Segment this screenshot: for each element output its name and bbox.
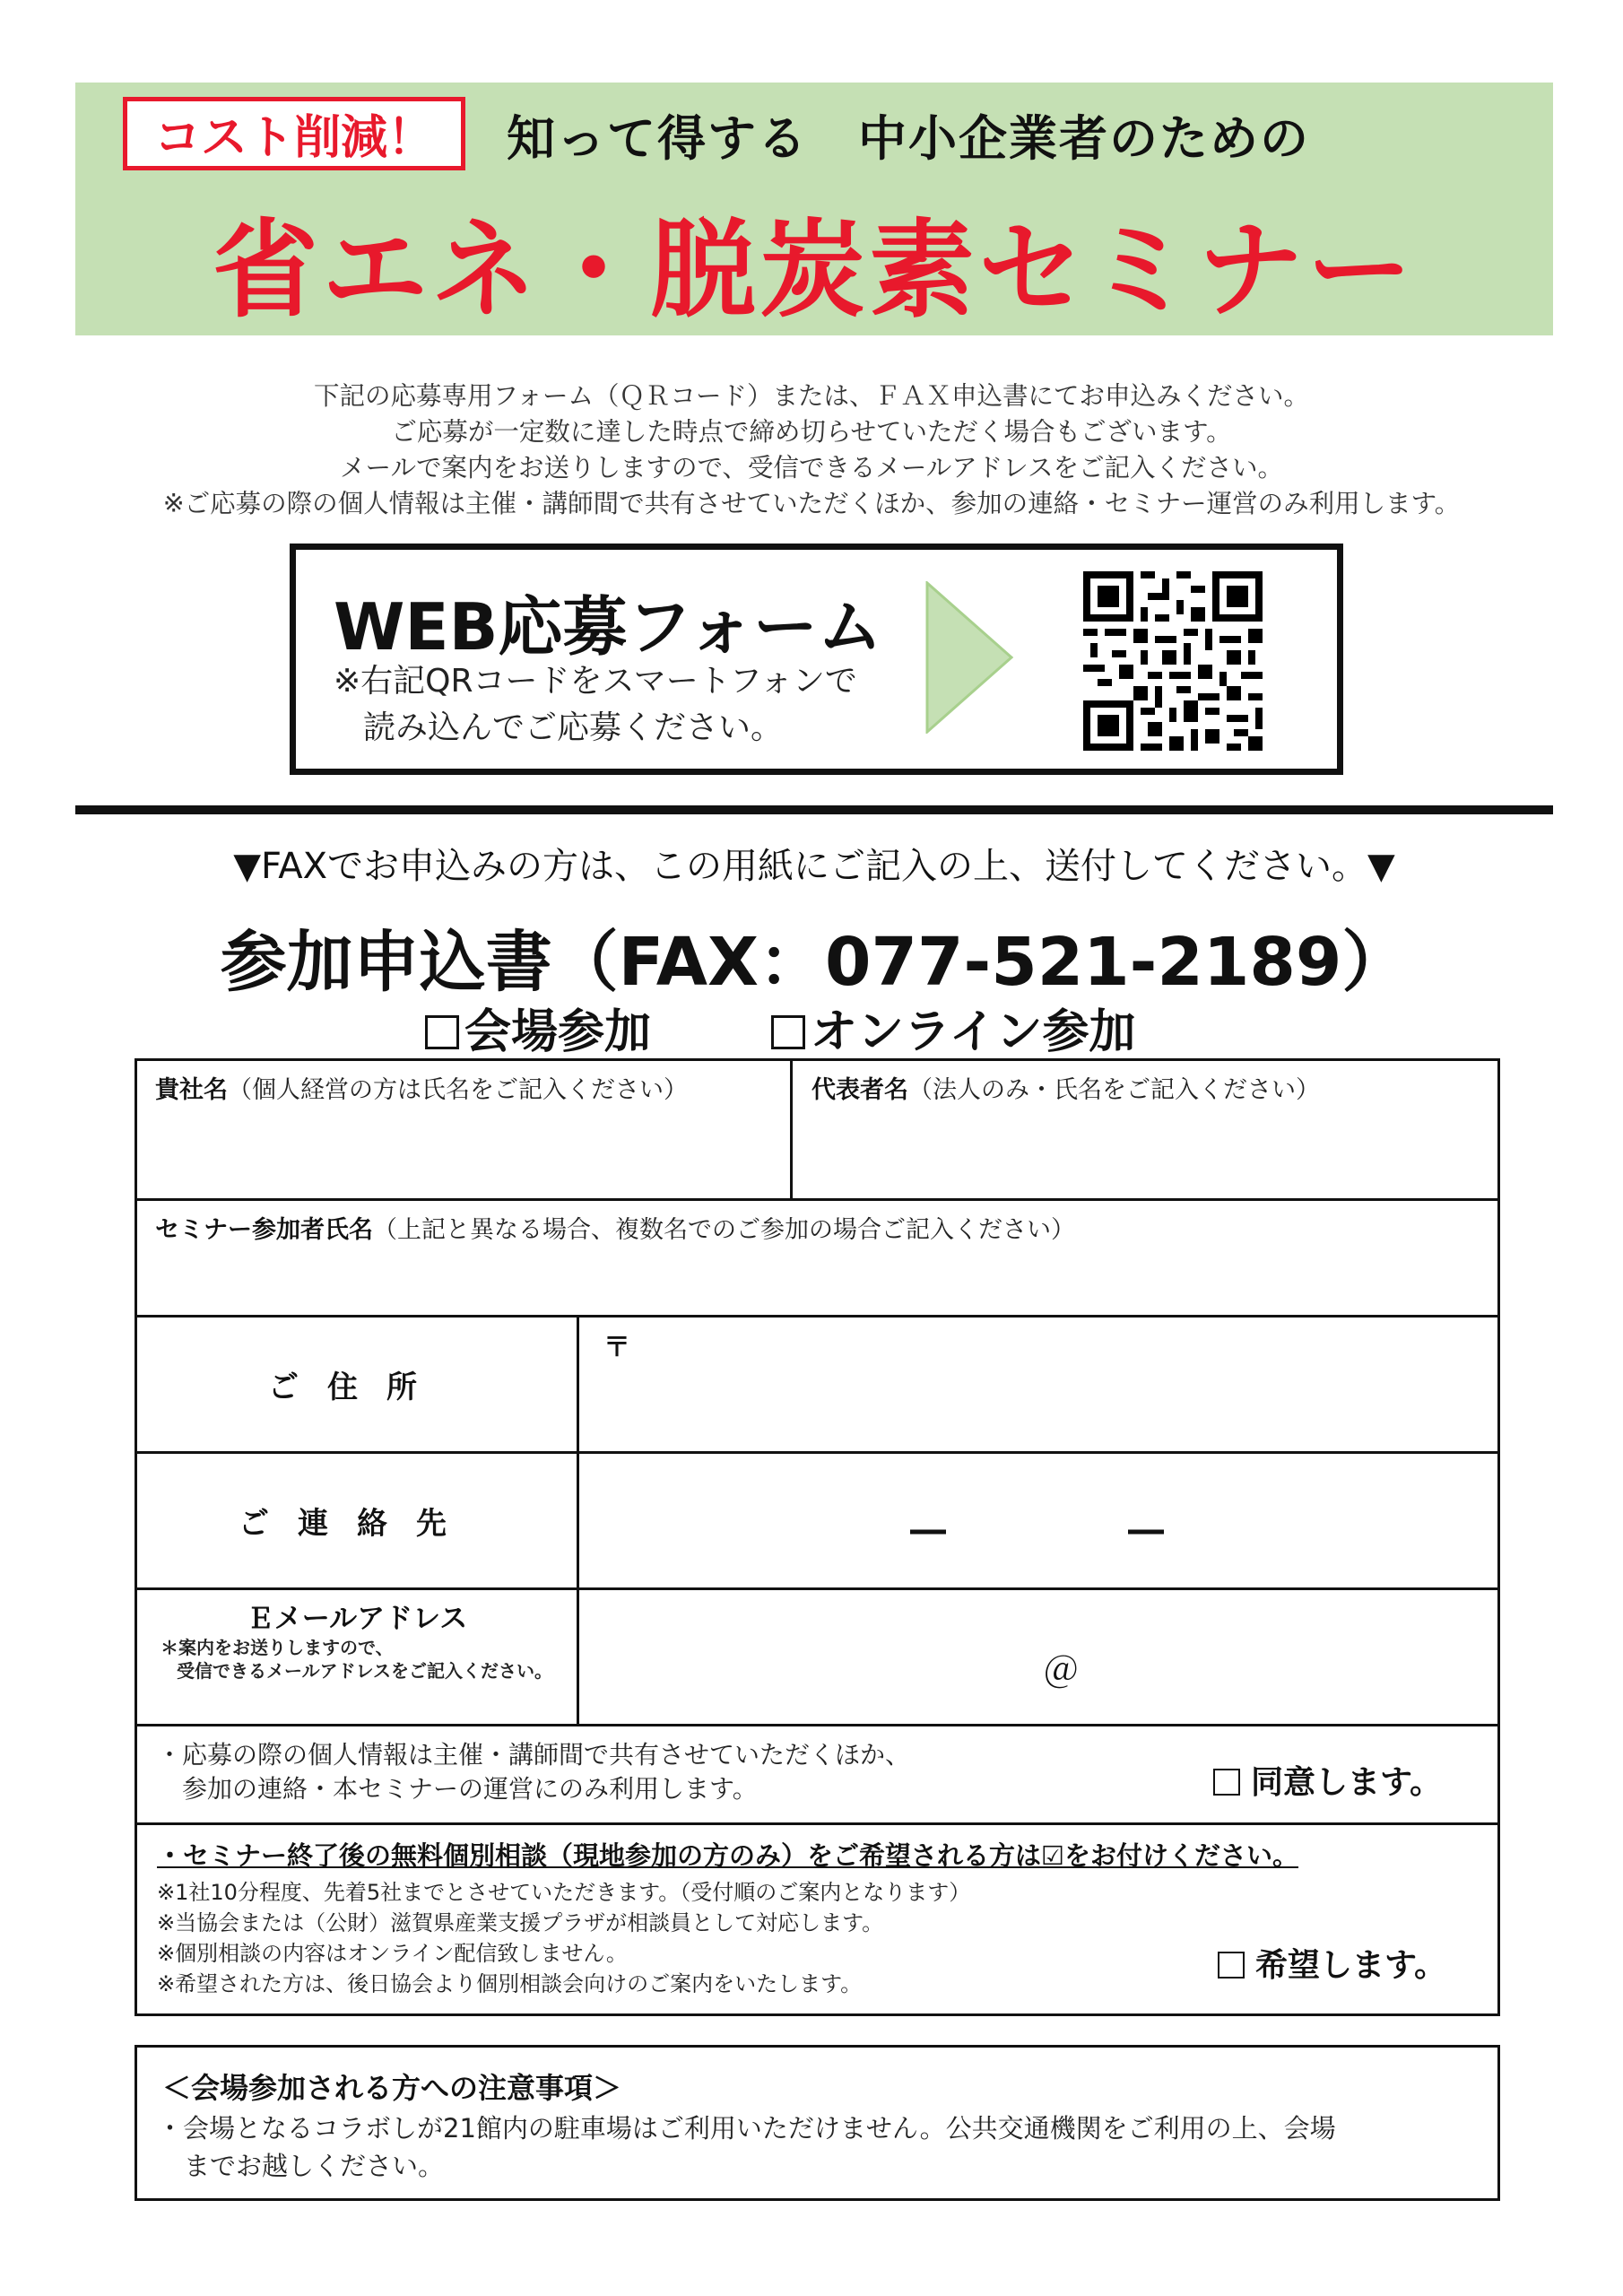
representative-field[interactable] [812, 1070, 1320, 1105]
company-field[interactable] [155, 1070, 688, 1105]
column-divider [790, 1061, 793, 1198]
email-note: 受信できるメールアドレスをご記入ください。 [177, 1660, 552, 1682]
intro-line: ※ご応募の際の個人情報は主催・講師間で共有させていただくほか、参加の連絡・セミナー運営のみ利用します。 [162, 489, 1461, 518]
option-online[interactable] [771, 994, 1135, 1061]
address-input[interactable] [579, 1318, 1497, 1451]
application-form-table [135, 1058, 1500, 2016]
table-row [137, 1318, 1497, 1454]
representative-note: （法人のみ・氏名をご記入ください） [908, 1076, 1320, 1104]
consult-notes [157, 1877, 970, 1999]
venue-notes-box [135, 2045, 1500, 2201]
divider [75, 805, 1553, 814]
privacy-text: 参加の連絡・本セミナーの運営にのみ利用します。 [182, 1774, 758, 1804]
web-form-note: ※右記QRコードをスマートフォンで [334, 663, 857, 700]
table-row [137, 1061, 1497, 1201]
phone-dash: ― [1128, 1509, 1164, 1551]
table-row [137, 1726, 1497, 1825]
web-form-note: 読み込んでご応募ください。 [363, 709, 784, 746]
checkbox-icon[interactable] [425, 1015, 459, 1049]
privacy-text: ・応募の際の個人情報は主催・講師間で共有させていただくほか、 [157, 1740, 911, 1770]
notes-text: までお越しください。 [184, 2151, 445, 2181]
web-form-title: WEB応募フォーム [334, 589, 882, 665]
notes-heading: ＜会場参加される方への注意事項＞ [162, 2071, 622, 2105]
phone-input[interactable] [579, 1454, 1497, 1587]
agree-checkbox[interactable] [1213, 1757, 1442, 1803]
participant-note: （上記と異なる場合、複数名でのご参加の場合ご記入ください） [373, 1216, 1075, 1244]
at-mark: ＠ [1043, 1650, 1079, 1692]
intro-text [54, 378, 1569, 522]
consult-note: ※希望された方は、後日協会より個別相談会向けのご案内をいたします。 [157, 1971, 863, 1996]
web-form-box[interactable] [290, 544, 1343, 775]
consult-note: ※1社10分程度、先着5社までとさせていただきます。（受付順のご案内となります） [157, 1880, 971, 1905]
table-row [137, 1201, 1497, 1318]
notes-text: ・会場となるコラボしが21館内の駐車場はご利用いただけません。公共交通機関をご利用の上、会場 [157, 2113, 1336, 2144]
option-online-label: オンライン参加 [811, 1005, 1136, 1059]
hope-checkbox[interactable] [1218, 1940, 1446, 1986]
checkbox-icon[interactable] [1218, 1952, 1245, 1979]
cost-reduction-badge: コスト削減！ [123, 97, 465, 170]
participant-field[interactable] [155, 1210, 1075, 1245]
consult-note: ※当協会または（公財）滋賀県産業支援プラザが相談員として対応します。 [157, 1910, 884, 1935]
representative-label: 代表者名 [812, 1076, 908, 1104]
qr-code-icon[interactable] [1083, 571, 1263, 751]
phone-dash: ― [910, 1509, 946, 1551]
table-row [137, 1454, 1497, 1590]
company-label: 貴社名 [155, 1076, 228, 1104]
company-note: （個人経営の方は氏名をご記入ください） [228, 1076, 688, 1104]
page-title: 省エネ・脱炭素セミナー [212, 208, 1416, 332]
intro-line: ご応募が一定数に達した時点で締め切らせていただく場合もございます。 [391, 417, 1232, 447]
consult-note: ※個別相談の内容はオンライン配信致しません。 [157, 1941, 628, 1966]
participant-label: セミナー参加者氏名 [155, 1216, 373, 1244]
option-venue[interactable] [425, 994, 651, 1061]
agree-label: 同意します。 [1251, 1764, 1443, 1801]
play-arrow-icon [925, 581, 1015, 734]
consult-heading: ・セミナー終了後の無料個別相談（現地参加の方のみ）をご希望される方は☑をお付けください。 [157, 1840, 1298, 1871]
header-subtitle: 知って得する 中小企業者のための [507, 110, 1310, 167]
checkbox-icon[interactable] [1213, 1769, 1240, 1796]
option-venue-label: 会場参加 [464, 1005, 652, 1059]
postal-mark: 〒 [603, 1332, 630, 1363]
checkbox-icon[interactable] [771, 1015, 805, 1049]
email-input[interactable] [579, 1590, 1497, 1724]
email-note: ＊案内をお送りしますので、 [161, 1637, 394, 1658]
intro-line: 下記の応募専用フォーム（ＱＲコード）または、ＦＡＸ申込書にてお申込みください。 [313, 381, 1310, 411]
application-form-title: 参加申込書（FAX：077-521-2189） [220, 924, 1409, 1001]
table-row [137, 1590, 1497, 1726]
hope-label: 希望します。 [1255, 1947, 1447, 1984]
intro-line: メールで案内をお送りしますので、受信できるメールアドレスをご記入ください。 [340, 453, 1283, 483]
contact-label: ご連絡先 [239, 1506, 475, 1542]
fax-instruction: ▼FAXでお申込みの方は、この用紙にご記入の上、送付してください。▼ [233, 846, 1395, 887]
address-label: ご住所 [268, 1370, 446, 1405]
table-row [137, 1825, 1497, 2013]
email-label: Ｅメールアドレス [246, 1603, 468, 1635]
